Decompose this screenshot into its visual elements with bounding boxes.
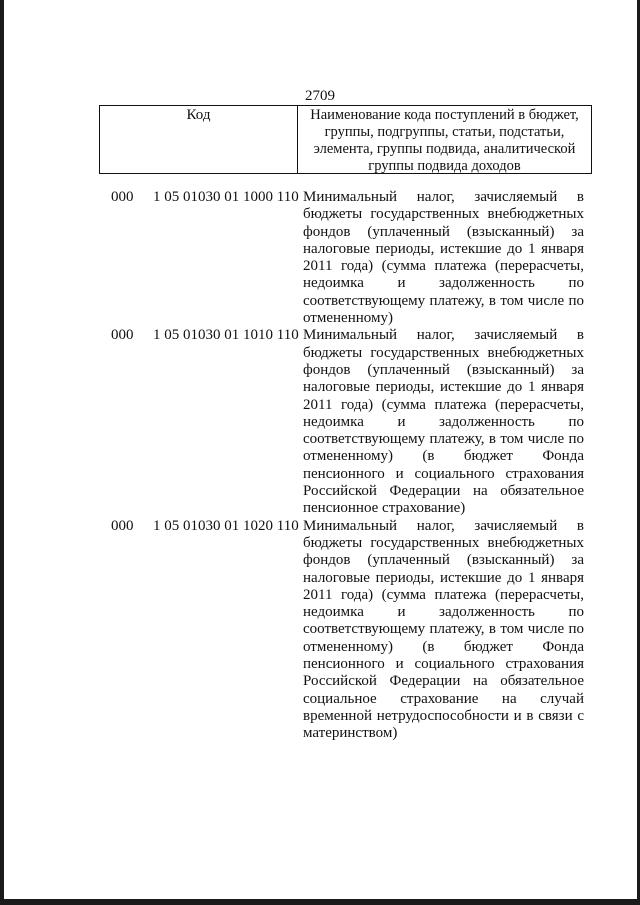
row-revenue-code: 1 05 01030 01 1020 110 — [153, 517, 299, 534]
row-admin-code: 000 — [111, 517, 134, 534]
header-code-label: Код — [100, 106, 298, 173]
row-description: Минимальный налог, зачисляемый в бюджеты государственных внебюджетных фондов (уплаченный (взысканный) за налоговые периоды, истекшие до 1 января 2011 года) (сумма платежа (перерасчеты, недоимка и задолженность по соответствующему платежу, в том числе по отмененному) (в бюджет Фонда пенсионного и социального страхования Российской Федерации на обязательное социальное страхование на случай временной нетрудоспособности и в связи с материнством) — [303, 517, 584, 742]
row-description: Минимальный налог, зачисляемый в бюджеты государственных внебюджетных фондов (уплаченный (взысканный) за налоговые периоды, истекшие до 1 января 2011 года) (сумма платежа (перерасчеты, недоимка и задолженность по соответствующему платежу, в том числе по отмененному) (в бюджет Фонда пенсионного и социального страхования Российской Федерации на обязательное пенсионное страхование) — [303, 327, 584, 517]
row-admin-code: 000 — [111, 327, 134, 344]
scan-edge-bottom — [0, 899, 640, 905]
row-description: Минимальный налог, зачисляемый в бюджеты государственных внебюджетных фондов (уплаченный (взысканный) за налоговые периоды, истекшие до 1 января 2011 года) (сумма платежа (перерасчеты, недоимка и задолженность по соответствующему платежу, в том числе по отмененному) — [303, 189, 584, 327]
page-number: 2709 — [305, 88, 335, 104]
table-row — [0, 189, 640, 327]
header-name-label: Наименование кода поступлений в бюджет, группы, подгруппы, статьи, подстатьи, элемента, группы подвида, аналитической группы подвида доходов — [310, 107, 579, 174]
row-revenue-code: 1 05 01030 01 1000 110 — [153, 189, 299, 205]
table-row — [0, 518, 640, 743]
row-admin-code: 000 — [111, 189, 134, 205]
table-row — [0, 327, 640, 517]
table-body — [0, 189, 640, 743]
row-revenue-code: 1 05 01030 01 1010 110 — [153, 327, 299, 344]
table-header — [99, 105, 592, 174]
